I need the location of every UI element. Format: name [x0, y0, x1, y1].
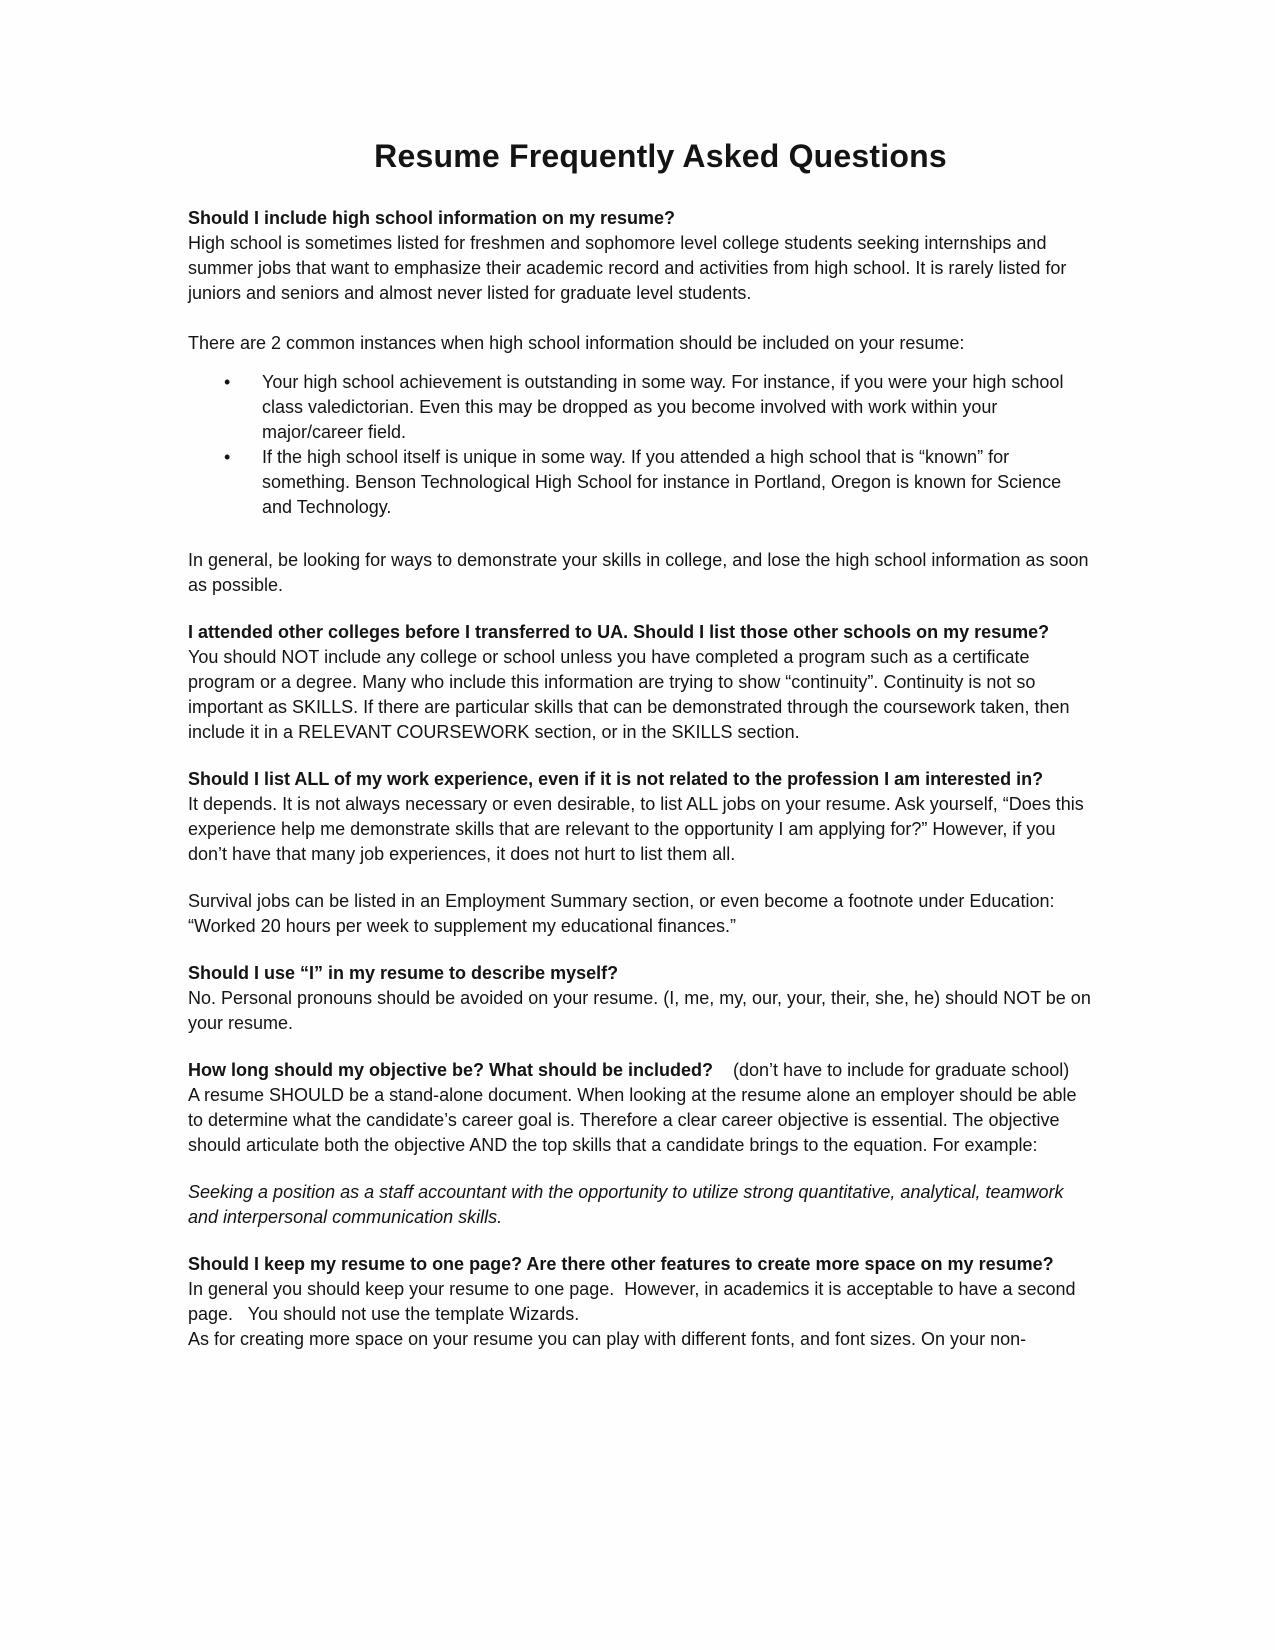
faq-question-high-school: Should I include high school information on my resume?: [188, 208, 676, 228]
faq-answer-high-school: High school is sometimes listed for freshmen and sophomore level college students seeking internships and summer jobs that want to emphasize their academic record and activities from high school. It is rarely listed for juniors and seniors and almost never listed for graduate level students.: [188, 233, 1067, 303]
page-title: Resume Frequently Asked Questions: [374, 138, 947, 174]
faq-question-objective-aside: (don’t have to include for graduate school): [733, 1060, 1070, 1080]
faq-answer-pronoun: No. Personal pronouns should be avoided on your resume. (I, me, my, our, your, their, she, he) should NOT be on your resume.: [188, 988, 1091, 1033]
faq-objective-example: Seeking a position as a staff accountant with the opportunity to utilize strong quantitative, analytical, teamwork and interpersonal communication skills.: [188, 1182, 1064, 1227]
bullet-text: Your high school achievement is outstanding in some way. For instance, if you were your high school class valedictorian. Even this may be dropped as you become involved with work within your major/career field.: [262, 372, 1064, 442]
faq-question-objective-text: How long should my objective be? What should be included?: [188, 1060, 714, 1080]
faq-question-length: Should I keep my resume to one page? Are there other features to create more space on my resume?: [188, 1254, 1054, 1274]
faq-question-objective: [188, 1058, 1093, 1083]
faq-question-colleges: I attended other colleges before I transferred to UA. Should I list those other schools on my resume?: [188, 622, 1050, 642]
faq-high-school-bullets: [188, 370, 1093, 520]
faq-answer-colleges: You should NOT include any college or school unless you have completed a program such as a certificate program or a degree. Many who include this information are trying to show “continuity”. Continuity is not so important as SKILLS. If there are particular skills that can be demonstrated through the coursework taken, then include it in a RELEVANT COURSEWORK section, or in the SKILLS section.: [188, 647, 1070, 742]
list-item: [224, 445, 1093, 520]
bullet-text: If the high school itself is unique in some way. If you attended a high school that is “known” for something. Benson Technological High School for instance in Portland, Oregon is known for Science and Technology.: [262, 447, 1062, 517]
bullet-icon: •: [224, 447, 231, 467]
faq-high-school-intro: There are 2 common instances when high school information should be included on your resume:: [188, 333, 965, 353]
faq-answer-length-1: In general you should keep your resume to one page. However, in academics it is acceptable to have a second page. You should not use the template Wizards.: [188, 1279, 1081, 1324]
faq-question-pronoun: Should I use “I” in my resume to describe myself?: [188, 963, 619, 983]
document-content: [188, 128, 1093, 1352]
list-item: [224, 370, 1093, 445]
faq-answer-objective: A resume SHOULD be a stand-alone document. When looking at the resume alone an employer should be able to determine what the candidate’s career goal is. Therefore a clear career objective is essential. The objective should articulate both the objective AND the top skills that a candidate brings to the equation. For example:: [188, 1085, 1077, 1155]
faq-question-work: Should I list ALL of my work experience, even if it is not related to the profession I am interested in?: [188, 769, 1044, 789]
faq-answer-work: It depends. It is not always necessary or even desirable, to list ALL jobs on your resume. Ask yourself, “Does this experience help me demonstrate skills that are relevant to the opportunity I am applying for?” However, if you don’t have that many job experiences, it does not hurt to list them all.: [188, 794, 1084, 864]
faq-work-survival: Survival jobs can be listed in an Employment Summary section, or even become a footnote under Education: “Worked 20 hours per week to supplement my educational finances.”: [188, 891, 1055, 936]
faq-answer-length-2: As for creating more space on your resume you can play with different fonts, and font sizes. On your non-: [188, 1329, 1027, 1349]
bullet-icon: •: [224, 372, 231, 392]
faq-high-school-closing: In general, be looking for ways to demonstrate your skills in college, and lose the high school information as soon as possible.: [188, 550, 1089, 595]
